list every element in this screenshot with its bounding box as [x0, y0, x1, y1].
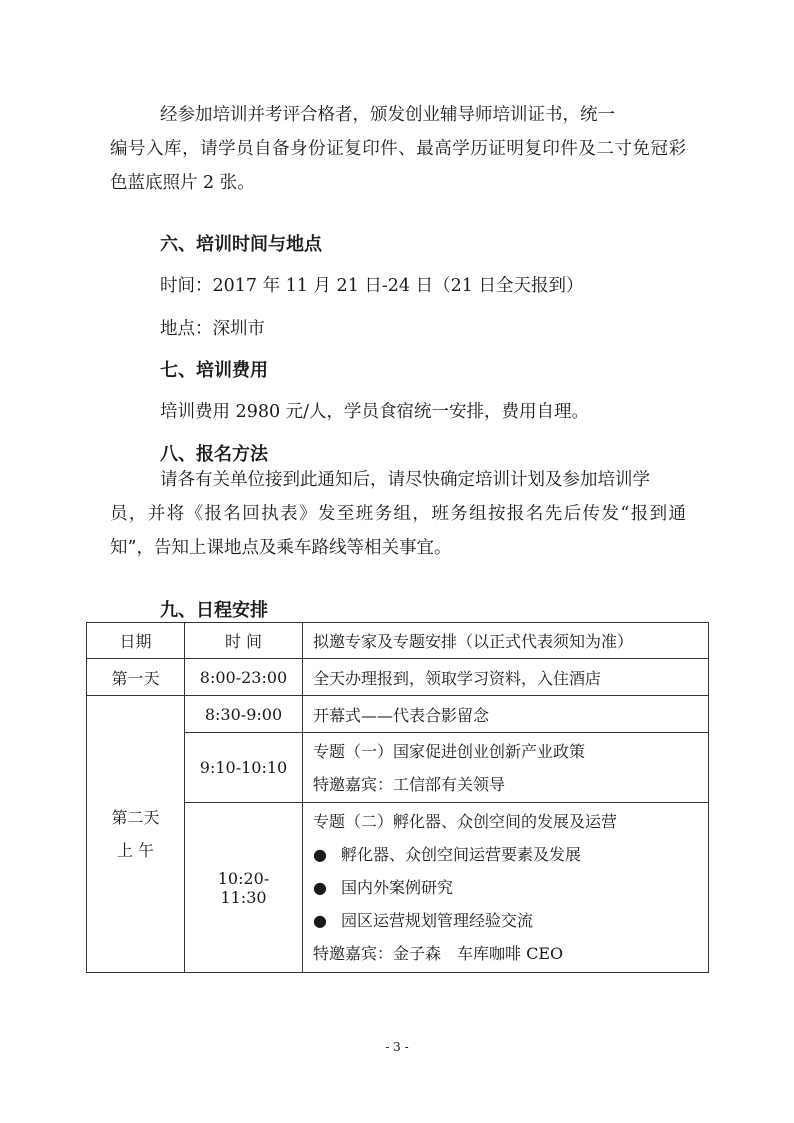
registration-line-rest: 员，并将《报名回执表》发至班务组，班务组按报名先后传发“报到通知”，告知上课地点及乘车路线等相关事宜。	[110, 504, 686, 558]
session2-guest: 特邀嘉宾：工信部有关领导	[313, 774, 506, 794]
section-7-heading: 七、培训费用	[160, 360, 268, 381]
session1-content: 开幕式——代表合影留念	[303, 696, 709, 733]
schedule-table	[86, 622, 709, 973]
session3-bullet: ● 国内外案例研究	[313, 871, 698, 904]
session2-content	[303, 733, 709, 803]
day1-date: 第一天	[87, 659, 185, 696]
header-date: 日期	[87, 623, 185, 659]
session3-guest: 特邀嘉宾：金子森 车库咖啡 CEO	[313, 944, 564, 963]
session3-topic: 专题（二）孵化器、众创空间的发展及运营	[313, 812, 618, 831]
registration-paragraph	[110, 463, 686, 565]
registration-line-1: 请各有关单位接到此通知后，请尽快确定培训计划及参加培训学	[160, 470, 650, 490]
day2-date	[87, 696, 185, 973]
intro-line-1: 经参加培训并考评合格者，颁发创业辅导师培训证书，统一	[160, 105, 615, 125]
section-8-heading: 八、报名方法	[160, 444, 268, 465]
intro-line-rest: 编号入库，请学员自备身份证复印件、最高学历证明复印件及二寸免冠彩色蓝底照片 2 张。	[110, 139, 686, 193]
training-place: 地点：深圳市	[160, 319, 265, 339]
day1-content: 全天办理报到，领取学习资料，入住酒店	[303, 659, 709, 696]
header-content: 拟邀专家及专题安排（以正式代表须知为准）	[303, 623, 709, 659]
table-row	[87, 696, 709, 733]
day2-date-line-1: 第二天	[111, 808, 160, 827]
page-number: - 3 -	[385, 1040, 409, 1054]
session3-time: 10:20-11:30	[185, 803, 303, 973]
day2-date-line-2: 上 午	[116, 841, 155, 860]
section-6-heading: 六、培训时间与地点	[160, 234, 322, 255]
session2-time: 9:10-10:10	[185, 733, 303, 803]
session3-bullet: ● 孵化器、众创空间运营要素及发展	[313, 838, 698, 871]
table-row	[87, 659, 709, 696]
training-fee: 培训费用 2980 元/人，学员食宿统一安排，费用自理。	[160, 402, 590, 422]
section-9-heading: 九、日程安排	[160, 600, 268, 621]
training-time: 时间：2017 年 11 月 21 日-24 日（21 日全天报到）	[160, 276, 584, 296]
table-header-row	[87, 623, 709, 659]
session3-bullet: ● 园区运营规划管理经验交流	[313, 904, 698, 937]
session1-time: 8:30-9:00	[185, 696, 303, 733]
day1-time: 8:00-23:00	[185, 659, 303, 696]
intro-paragraph	[110, 98, 686, 200]
session3-content	[303, 803, 709, 973]
header-time: 时 间	[185, 623, 303, 659]
session2-topic: 专题（一）国家促进创业创新产业政策	[313, 741, 586, 761]
